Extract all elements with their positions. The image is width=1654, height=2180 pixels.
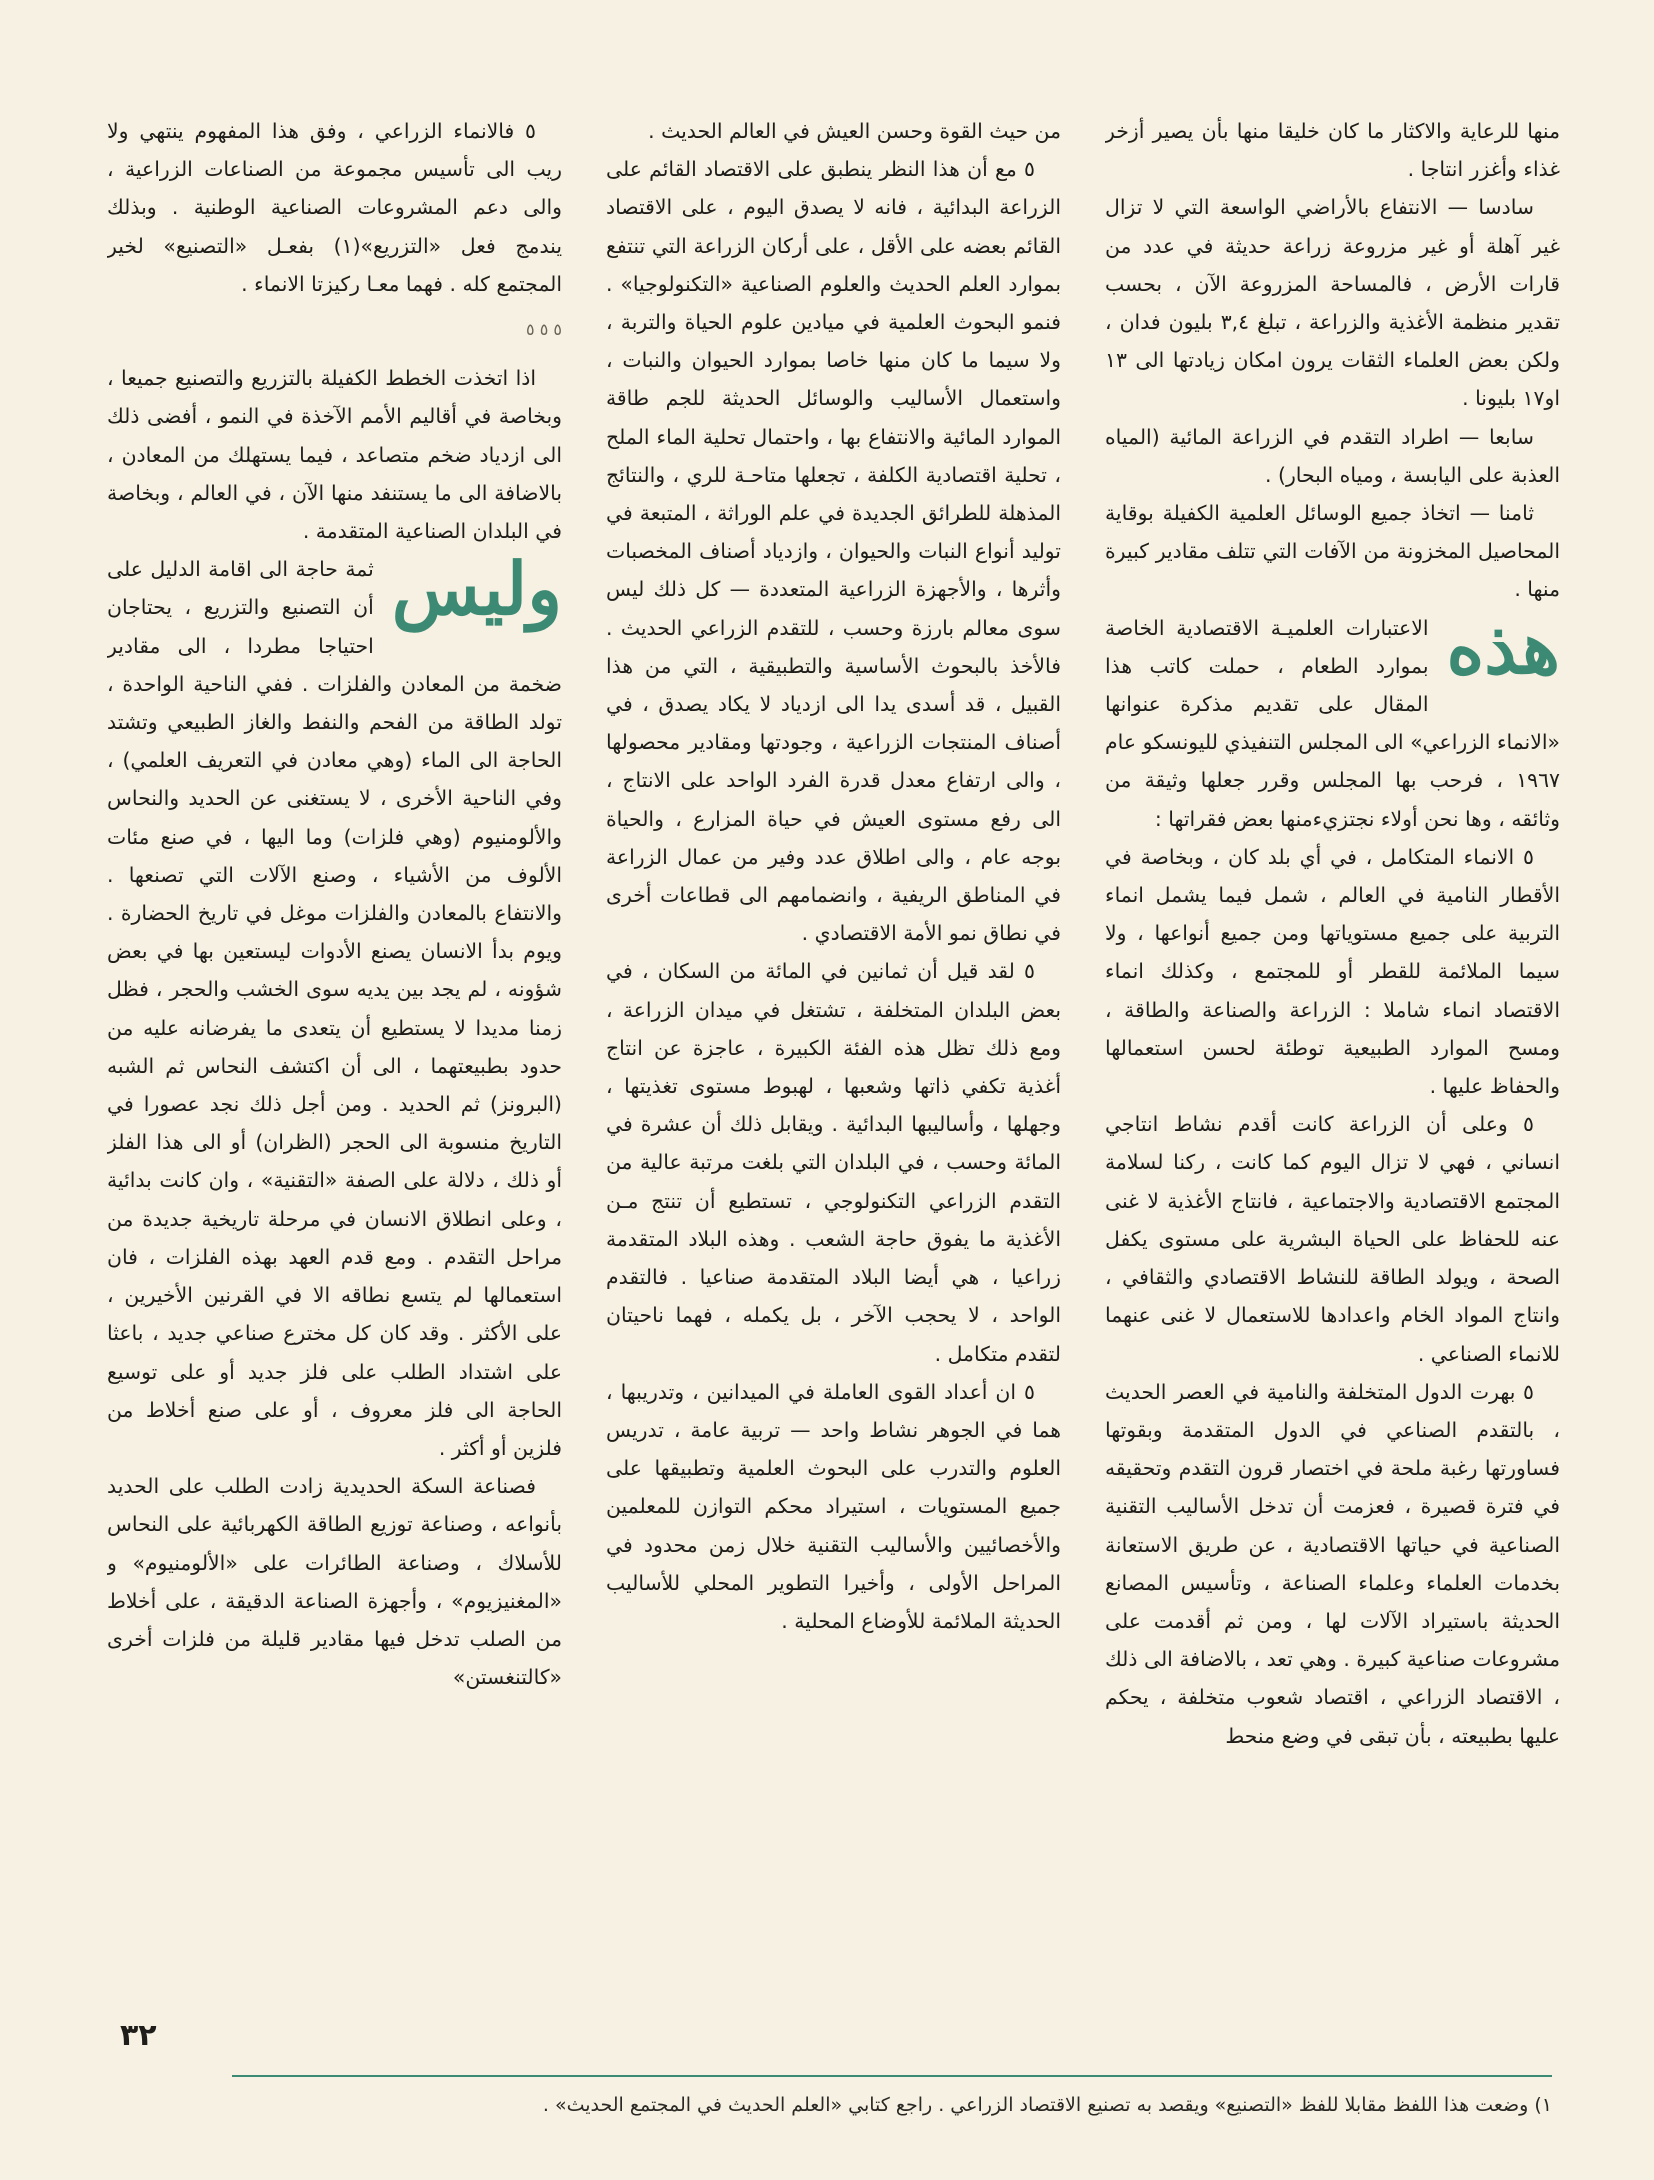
footnote: ١) وضعت هذا اللفظ مقابلا للفظ «التصنيع» ويقصد به تصنيع الاقتصاد الزراعي . راجع كتابي «العلم الحديث في المجتمع الحديث» . [542, 2094, 1552, 2116]
column-left [107, 112, 562, 2060]
column-right [1105, 112, 1560, 2060]
paragraph: فصناعة السكة الحديدية زادت الطلب على الحديد بأنواعه ، وصناعة توزيع الطاقة الكهربائية على النحاس للأسلاك ، وصناعة الطائرات على «الألومنيوم» و «المغنيزيوم» ، وأجهزة الصناعة الدقيقة ، على أخلاط من الصلب تدخل فيها مقادير قليلة من فلزات أخرى «كالتنغستن» [107, 1474, 562, 1690]
column-middle [606, 112, 1061, 2060]
paragraph: ثامنا — اتخاذ جميع الوسائل العلمية الكفيلة بوقاية المحاصيل المخزونة من الآفات التي تتلف مقادير كبيرة منها . [1105, 501, 1560, 602]
paragraph: سادسا — الانتفاع بالأراضي الواسعة التي لا تزال غير آهلة أو غير مزروعة زراعة حديثة في عدد من قارات الأرض ، فالمساحة المزروعة الآن ، بحسب تقدير منظمة الأغذية والزراعة ، تبلغ ٣,٤ بليون فدان ، ولكن بعض العلماء الثقات يرون امكان زيادتها الى ١٣ او١٧ بليونا . [1105, 195, 1560, 411]
paragraph: ٥ بهرت الدول المتخلفة والنامية في العصر الحديث ، بالتقدم الصناعي في الدول المتقدمة وبقوتها فساورتها رغبة ملحة في اختصار قرون التقدم وتحقيقه في فترة قصيرة ، فعزمت أن تدخل الأساليب التقنية الصناعية في حياتها الاقتصادية ، عن طريق الاستعانة بخدمات العلماء وعلماء الصناعة ، وتأسيس المصانع الحديثة باستيراد الآلات لها ، ومن ثم أقدمت على مشروعات صناعية كبيرة . وهي تعد ، بالاضافة الى ذلك ، الاقتصاد الزراعي ، اقتصاد شعوب متخلفة ، يحكم عليها بطبيعته ، بأن تبقى في وضع منحط [1105, 1379, 1560, 1748]
paragraph: ٥ ان أعداد القوى العاملة في الميدانين ، وتدريبها ، هما في الجوهر نشاط واحد — تربية عامة ، تدريس العلوم والتدرب على البحوث العلمية وتطبيقها على جميع المستويات ، استيراد محكم التوازن للمعلمين والأخصائيين والأساليب التقنية خلال زمن محدود في المراحل الأولى ، وأخيرا التطوير المحلي للأساليب الحديثة الملائمة للأوضاع المحلية . [606, 1379, 1061, 1633]
paragraph: ثمة حاجة الى اقامة الدليل على أن التصنيع والتزريع ، يحتاجان احتياجا مطردا ، الى مقادير ضخمة من المعادن والفلزات . ففي الناحية الواحدة ، تولد الطاقة من الفحم والنفط والغاز الطبيعي وتشتد الحاجة الى الماء (وهي معادن في التعريف العلمي) ، وفي الناحية الأخرى ، لا يستغنى عن الحديد والنحاس والألومنيوم (وهي فلزات) وما اليها ، في صنع مئات الألوف من الأشياء ، وصنع الآلات التي تصنعها . والانتفاع بالمعادن والفلزات موغل في تاريخ الحضارة . ويوم بدأ الانسان يصنع الأدوات ليستعين بها في بعض شؤونه ، لم يجد بين يديه سوى الخشب والحجر ، فظل زمنا مديدا لا يستطيع أن يتعدى ما يفرضانه عليه من حدود بطبيعتهما ، الى أن اكتشف النحاس ثم الشبه (البرونز) ثم الحديد . ومن أجل ذلك نجد عصورا في التاريخ منسوبة الى الحجر (الظران) أو الى هذا الفلز أو ذلك ، دلالة على الصفة «التقنية» ، وان كانت بدائية ، وعلى انطلاق الانسان في مرحلة تاريخية جديدة من مراحل التقدم . ومع قدم العهد بهذه الفلزات ، فان استعمالها لم يتسع نطاقه الا في القرنين الأخيرين ، على الأكثر . وقد كان كل مخترع صناعي جديد ، باعثا على اشتداد الطلب على فلز جديد أو على توسيع الحاجة الى فلز معروف ، أو على صنع أخلاط من فلزين أو أكثر . [107, 557, 562, 1460]
paragraph: منها للرعاية والاكثار ما كان خليقا منها بأن يصير أزخر غذاء وأغزر انتاجا . [1105, 119, 1560, 182]
footnote-divider [232, 2075, 1552, 2077]
text-columns [105, 112, 1560, 2060]
drop-cap-word: هذه [1446, 604, 1560, 690]
paragraph: اذا اتخذت الخطط الكفيلة بالتزريع والتصنيع جميعا ، وبخاصة في أقاليم الأمم الآخذة في النمو ، أفضى ذلك الى ازدياد ضخم متصاعد ، فيما يستهلك من المعادن ، بالاضافة الى ما يستنفد منها الآن ، في العالم ، وبخاصة في البلدان الصناعية المتقدمة . [107, 366, 562, 544]
section-opening [1105, 604, 1560, 838]
page-number: ٣٢ [120, 2018, 157, 2053]
drop-cap-word: وليس [391, 546, 562, 632]
paragraph: ٥ مع أن هذا النظر ينطبق على الاقتصاد القائم على الزراعة البدائية ، فانه لا يصدق اليوم ، على الاقتصاد القائم بعضه على الأقل ، على أركان الزراعة التي تنتفع بموارد العلم الحديث والعلوم الصناعية «التكنولوجيا» . فنمو البحوث العلمية في ميادين علوم الحياة والتربة ، ولا سيما ما كان منها خاصا بموارد الحيوان والنبات ، واستعمال الأساليب والوسائل الحديثة للجم طاقة الموارد المائية والانتفاع بها ، واحتمال تحلية الماء الملح ، تحلية اقتصادية الكلفة ، تجعلها متاحـة للري ، والنتائج المذهلة للطرائق الجديدة في علم الوراثة ، المتبعة في توليد أنواع النبات والحيوان ، وازدياد أصناف المخصبات وأثرها ، والأجهزة الزراعية المتعددة — كل ذلك ليس سوى معالم بارزة وحسب ، للتقدم الزراعي الحديث . فالأخذ بالبحوث الأساسية والتطبيقية ، التي من هذا القبيل ، قد أسدى يدا الى ازدياد لا يكاد يصدق ، في أصناف المنتجات الزراعية ، وجودتها ومقادير محصولها ، والى ارتفاع معدل قدرة الفرد الواحد على الانتاج ، الى رفع مستوى العيش في حياة المزارع ، والحياة بوجه عام ، والى اطلاق عدد وفير من عمال الزراعة في المناطق الريفية ، وانضمامهم الى قطاعات أخرى في نطاق نمو الأمة الاقتصادي . [606, 157, 1061, 946]
paragraph: سابعا — اطراد التقدم في الزراعة المائية (المياه العذبة على اليابسة ، ومياه البحار) . [1105, 424, 1560, 487]
paragraph: الاعتبارات العلميـة الاقتصادية الخاصة بموارد الطعام ، حملت كاتب هذا المقال على تقديم مذكرة عنوانها «الانماء الزراعي» الى المجلس التنفيذي لليونسكو عام ١٩٦٧ ، فرحب بها المجلس وقرر جعلها وثيقة من وثائقه ، وها نحن أولاء نجتزيءمنها بعض فقراتها : [1105, 615, 1560, 831]
paragraph: من حيث القوة وحسن العيش في العالم الحديث . [648, 119, 1061, 143]
paragraph: ٥ الانماء المتكامل ، في أي بلد كان ، وبخاصة في الأقطار النامية في العالم ، شمل فيما يشمل انماء التربية على جميع مستوياتها ومن جميع أنواعها ، ولا سيما الملائمة للقطر أو للمجتمع ، وكذلك انماء الاقتصاد انماء شاملا : الزراعة والصناعة والطاقة ، ومسح الموارد الطبيعية توطئة لحسن استعمالها والحفاظ عليها . [1105, 844, 1560, 1099]
paragraph: ٥ فالانماء الزراعي ، وفق هذا المفهوم ينتهي ولا ريب الى تأسيس مجموعة من الصناعات الزراعية ، والى دعم المشروعات الصناعية الوطنية . وبذلك يندمج فعل «التزريع»(١) بفعـل «التصنيع» لخير المجتمع كله . فهما معـا ركيزتا الانماء . [107, 119, 562, 296]
section-opening [107, 546, 562, 1467]
paragraph: ٥ لقد قيل أن ثمانين في المائة من السكان ، في بعض البلدان المتخلفة ، تشتغل في ميدان الزراعة ، ومع ذلك تظل هذه الفئة الكبيرة ، عاجزة عن انتاج أغذية تكفي ذاتها وشعبها ، لهبوط مستوى تغذيتها ، وجهلها ، وأساليبها البدائية . ويقابل ذلك أن عشرة في المائة وحسب ، في البلدان التي بلغت مرتبة عالية من التقدم الزراعي التكنولوجي ، تستطيع أن تنتج مـن الأغذية ما يفوق حاجة الشعب . وهذه البلاد المتقدمة زراعيا ، هي أيضا البلاد المتقدمة صناعيا . فالتقدم الواحد ، لا يحجب الآخر ، بل يكمله ، فهما ناحيتان لتقدم متكامل . [606, 959, 1061, 1366]
paragraph: ٥ وعلى أن الزراعة كانت أقدم نشاط انتاجي انساني ، فهي لا تزال اليوم كما كانت ، ركنا لسلامة المجتمع الاقتصادية والاجتماعية ، فانتاج الأغذية لا غنى عنه للحفاظ على الحياة البشرية على مستوى يكفل الصحة ، ويولد الطاقة للنشاط الاقتصادي والثقافي ، وانتاج المواد الخام واعدادها للاستعمال لا غنى عنهما للانماء الصناعي . [1105, 1112, 1560, 1366]
section-separator: ٥ ٥ ٥ [526, 320, 562, 340]
